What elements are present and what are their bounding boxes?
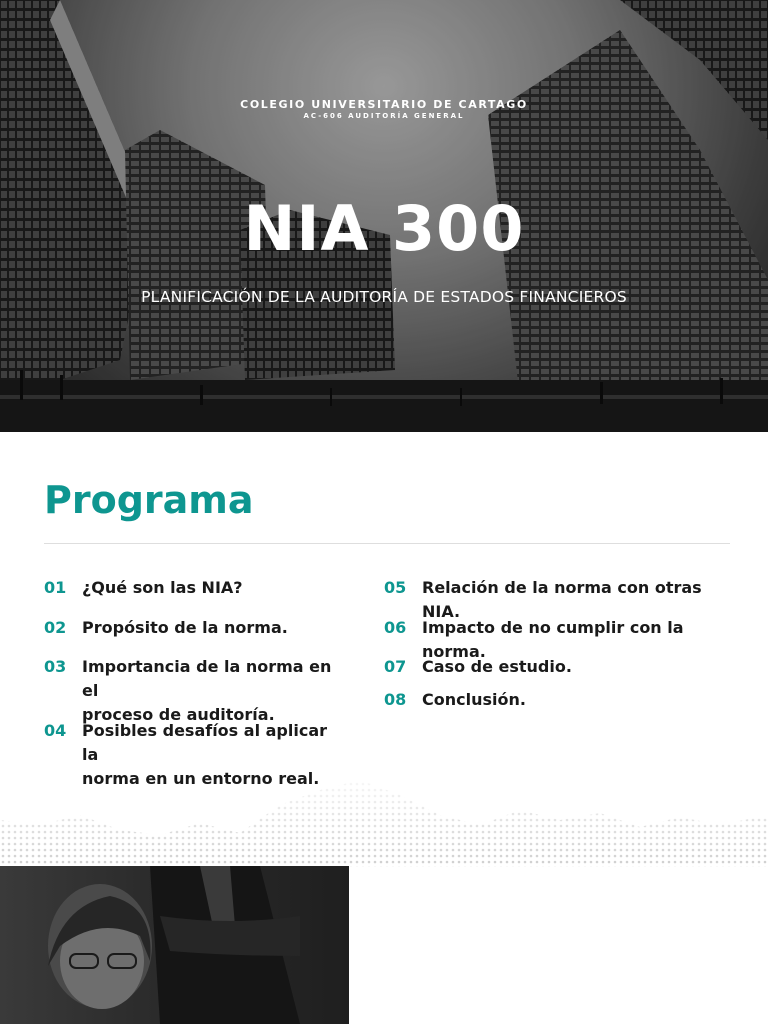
students-photo bbox=[0, 866, 349, 1024]
item-number: 04 bbox=[44, 721, 67, 740]
item-text: Conclusión. bbox=[422, 690, 526, 709]
item-text: ¿Qué son las NIA? bbox=[82, 578, 243, 597]
item-number: 08 bbox=[384, 690, 407, 709]
item-text: Posibles desafíos al aplicar la norma en un entorno real. bbox=[82, 721, 328, 788]
hero-banner bbox=[0, 0, 768, 432]
item-text: Caso de estudio. bbox=[422, 657, 572, 676]
program-item-03 bbox=[44, 655, 332, 727]
main-title: NIA 300 bbox=[243, 192, 525, 265]
program-item-01 bbox=[44, 576, 332, 600]
program-title: Programa bbox=[44, 478, 254, 522]
item-number: 03 bbox=[44, 657, 67, 676]
item-number: 05 bbox=[384, 578, 407, 597]
item-text: Relación de la norma con otras NIA. bbox=[422, 578, 702, 621]
program-item-02 bbox=[44, 616, 332, 640]
subtitle: PLANIFICACIÓN DE LA AUDITORÍA DE ESTADOS FINANCIEROS bbox=[141, 288, 627, 306]
item-number: 02 bbox=[44, 618, 67, 637]
program-item-07 bbox=[384, 655, 712, 679]
item-text: Importancia de la norma en el proceso de auditoría. bbox=[82, 657, 332, 724]
dotted-texture bbox=[0, 775, 768, 867]
person-silhouette-image bbox=[0, 866, 349, 1024]
divider bbox=[44, 543, 730, 544]
item-number: 06 bbox=[384, 618, 407, 637]
program-item-08 bbox=[384, 688, 712, 712]
item-text: Impacto de no cumplir con la norma. bbox=[422, 618, 684, 661]
item-number: 07 bbox=[384, 657, 407, 676]
course-code: AC-606 AUDITORÍA GENERAL bbox=[303, 112, 465, 120]
item-number: 01 bbox=[44, 578, 67, 597]
college-name: COLEGIO UNIVERSITARIO DE CARTAGO bbox=[240, 98, 528, 111]
item-text: Propósito de la norma. bbox=[82, 618, 288, 637]
